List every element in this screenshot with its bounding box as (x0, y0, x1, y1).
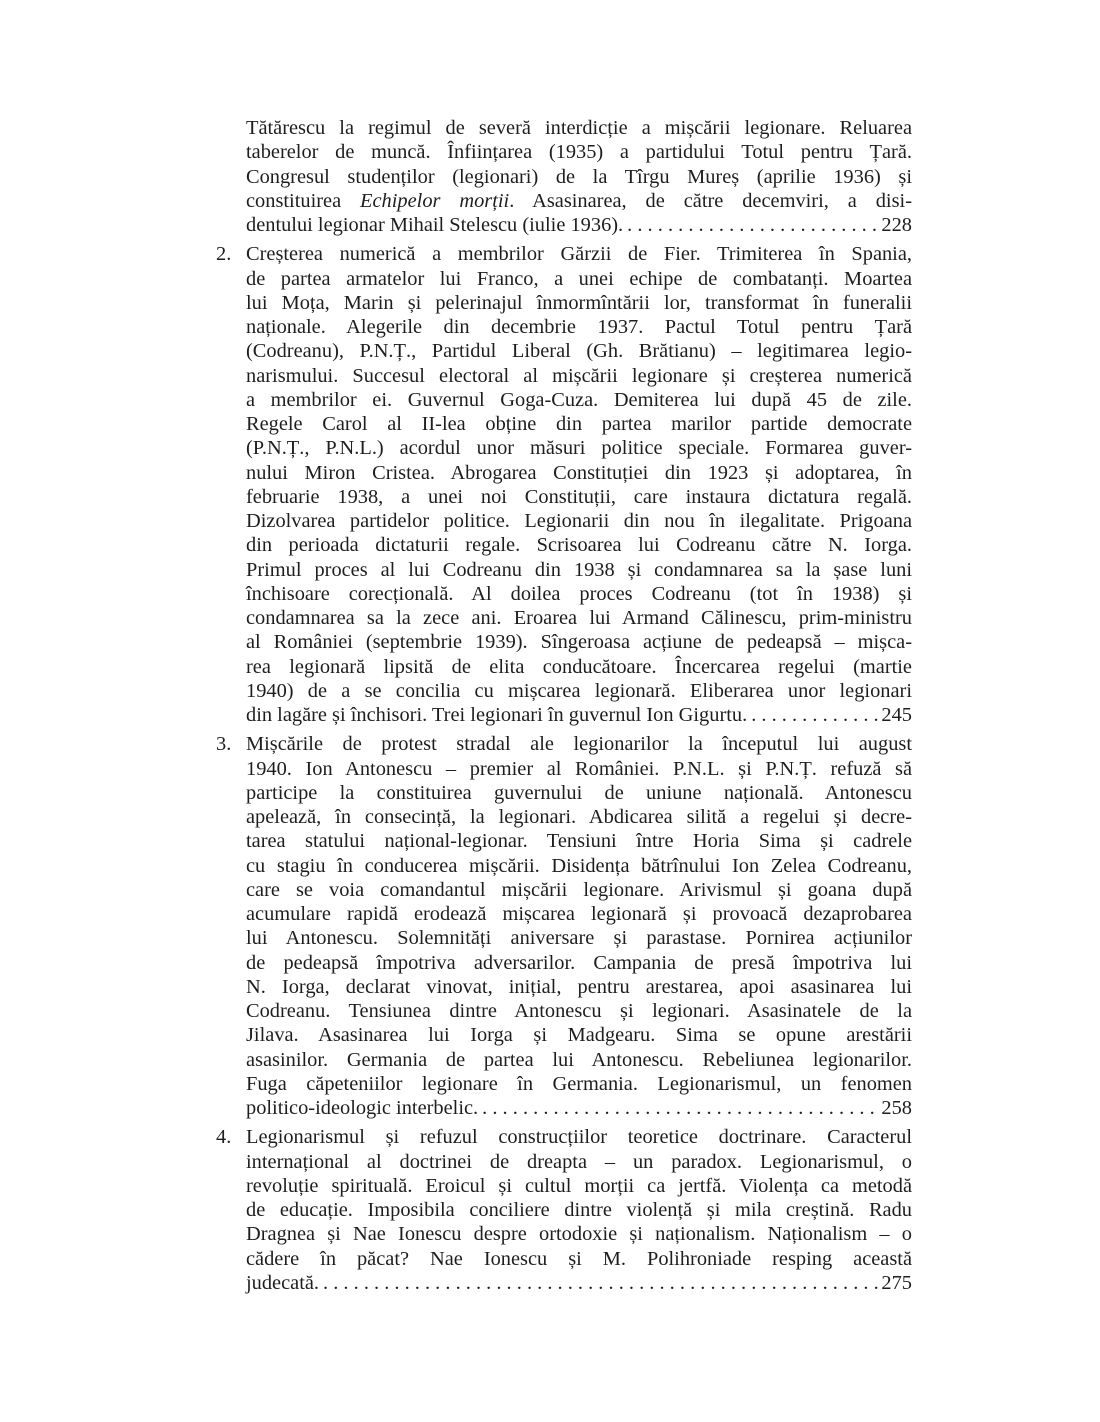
entry-text-line: din lagăre și închisori. Trei legionari în guvernul Ion Gigurtu. (246, 704, 748, 726)
entry-text-line: internațional al doctrinei de dreapta – un paradox. Legionarismul, o (246, 1150, 912, 1173)
entry-text-line: nului Miron Cristea. Abrogarea Constituției din 1923 și adoptarea, în (246, 461, 912, 484)
page-number: 245 (881, 704, 912, 726)
entry-text-line: (Codreanu), P.N.Ț., Partidul Liberal (Gh. Brătianu) – legitimarea legio- (246, 340, 912, 363)
entry-text-line: Regele Carol al II-lea obține din partea marilor partide democrate (246, 413, 912, 435)
page-number: 258 (881, 1097, 912, 1119)
entry-text-line: revoluție spirituală. Eroicul și cultul morții ca jertfă. Violența ca metodă (246, 1174, 912, 1197)
dot-leader (319, 1271, 881, 1295)
dot-leader (478, 1096, 881, 1120)
toc-entry (216, 732, 912, 1120)
page-number: 275 (881, 1271, 912, 1294)
entry-text-segment: . Asasinarea, de către decemviri, a disi- (509, 189, 912, 212)
entry-text-line: condamnarea sa la zece ani. Eroarea lui Armand Călinescu, prim-ministru (246, 607, 912, 629)
entry-text-line: participe la constituirea guvernului de uniune națională. Antonescu (246, 781, 912, 804)
entry-text-line: 1940. Ion Antonescu – premier al României. P.N.L. și P.N.Ț. refuză să (246, 757, 912, 780)
entry-leader-line (246, 213, 912, 237)
entry-text-line: Dragnea și Nae Ionescu despre ortodoxie și naționalism. Naționalism – o (246, 1223, 912, 1246)
entry-text-line: narismului. Succesul electoral al mișcării legionare și creșterea numerică (246, 364, 912, 387)
toc-entry (216, 1125, 912, 1295)
entry-text-line: închisoare corecțională. Al doilea proces Codreanu (tot în 1938) și (246, 582, 912, 605)
entry-number: 2. (216, 243, 232, 266)
entry-text-line: din perioada dictaturii regale. Scrisoarea lui Codreanu către N. Iorga. (246, 534, 912, 557)
entry-text-line: lui Antonescu. Solemnități aniversare și parastase. Pornirea acțiunilor (246, 927, 912, 950)
entry-text-line: taberelor de muncă. Înființarea (1935) a partidului Totul pentru Țară. (246, 141, 912, 164)
entry-text-line: Codreanu. Tensiunea dintre Antonescu și legionari. Asasinatele de la (246, 1000, 912, 1022)
entry-text-line: Creșterea numerică a membrilor Gărzii de Fier. Trimiterea în Spania, (246, 243, 912, 266)
entry-text-line: Tătărescu la regimul de severă interdicție a mișcării legionare. Reluarea (246, 117, 912, 139)
entry-text-line: Jilava. Asasinarea lui Iorga și Madgearu. Sima se opune arestării (246, 1024, 912, 1047)
entry-text-line: lui Moța, Marin și pelerinajul înmormîntării lor, transformat în funeralii (246, 291, 912, 314)
entry-text-line: rea legionară lipsită de elita conducătoare. Încercarea regelui (martie (246, 655, 912, 678)
entry-leader-line (246, 1096, 912, 1120)
entry-text-line: de pedeapsă împotriva adversarilor. Campania de presă împotriva lui (246, 951, 912, 974)
dot-leader (623, 213, 881, 237)
entry-leader-line (246, 703, 912, 727)
entry-text-line: acumulare rapidă erodează mișcarea legionară și provoacă dezaprobarea (246, 903, 912, 925)
entry-text-line: Dizolvarea partidelor politice. Legionarii din nou în ilegalitate. Prigoana (246, 510, 912, 532)
entry-text-line: care se voia comandantul mișcării legionare. Arivismul și goana după (246, 878, 912, 901)
entry-text-line: judecată. (246, 1271, 320, 1294)
entry-text-line: cu stagiu în conducerea mișcării. Disidența bătrînului Ion Zelea Codreanu, (246, 854, 912, 877)
entry-text-segment: constituirea (246, 189, 361, 212)
entry-text-line: Mișcările de protest stradal ale legionarilor la începutul lui august (246, 733, 912, 756)
entry-text-line: Legionarismul și refuzul construcțiilor teoretice doctrinare. Caracterul (246, 1126, 912, 1149)
entry-text-line: asasinilor. Germania de partea lui Antonescu. Rebeliunea legionarilor. (246, 1048, 912, 1071)
entry-text-line: de educație. Imposibila conciliere dintre violență și mila creștină. Radu (246, 1199, 912, 1221)
entry-text-line: (P.N.Ț., P.N.L.) acordul unor măsuri politice speciale. Formarea guver- (246, 437, 912, 460)
entry-text-line: 1940) de a se concilia cu mișcarea legionară. Eliberarea unor legionari (246, 679, 912, 702)
entry-text-line: Congresul studenților (legionari) de la Tîrgu Mureș (aprilie 1936) și (246, 165, 912, 188)
entry-text-line: cădere în păcat? Nae Ionescu și M. Polihroniade resping această (246, 1247, 912, 1270)
entry-text-line: Primul proces al lui Codreanu din 1938 și condamnarea sa la șase luni (246, 558, 912, 581)
entry-text-line: Fuga căpeteniilor legionare în Germania. Legionarismul, un fenomen (246, 1072, 912, 1095)
entry-text-line: februarie 1938, a unei noi Constituții, care instaura dictatura regală. (246, 485, 912, 508)
entry-leader-line (246, 1271, 912, 1295)
toc-entry (216, 242, 912, 727)
entry-text-line: de partea armatelor lui Franco, a unei echipe de combatanți. Moartea (246, 267, 912, 290)
table-of-contents (216, 116, 912, 1295)
page-number: 228 (881, 214, 912, 236)
entry-number: 3. (216, 733, 232, 756)
entry-text-line: al României (septembrie 1939). Sîngeroasa acțiune de pedeapsă – mișca- (246, 631, 912, 654)
italic-title: Echipelor morții (360, 189, 510, 212)
dot-leader (747, 703, 881, 727)
entry-text-line: apelează, în consecință, la legionari. Abdicarea silită a regelui și decre- (246, 806, 912, 828)
toc-entry (246, 116, 912, 237)
entry-number: 4. (216, 1126, 232, 1149)
entry-text-line: N. Iorga, declarat vinovat, inițial, pentru arestarea, apoi asasinarea lui (246, 975, 912, 998)
entry-text-line (246, 189, 912, 213)
entry-text-line: naționale. Alegerile din decembrie 1937. Pactul Totul pentru Țară (246, 316, 912, 338)
entry-text-line: tarea statului național-legionar. Tensiuni între Horia Sima și cadrele (246, 830, 912, 853)
entry-text-line: politico-ideologic interbelic. (246, 1097, 479, 1119)
entry-text-line: dentului legionar Mihail Stelescu (iulie 1936). (246, 214, 624, 236)
entry-text-line: a membrilor ei. Guvernul Goga-Cuza. Demiterea lui după 45 de zile. (246, 388, 912, 411)
